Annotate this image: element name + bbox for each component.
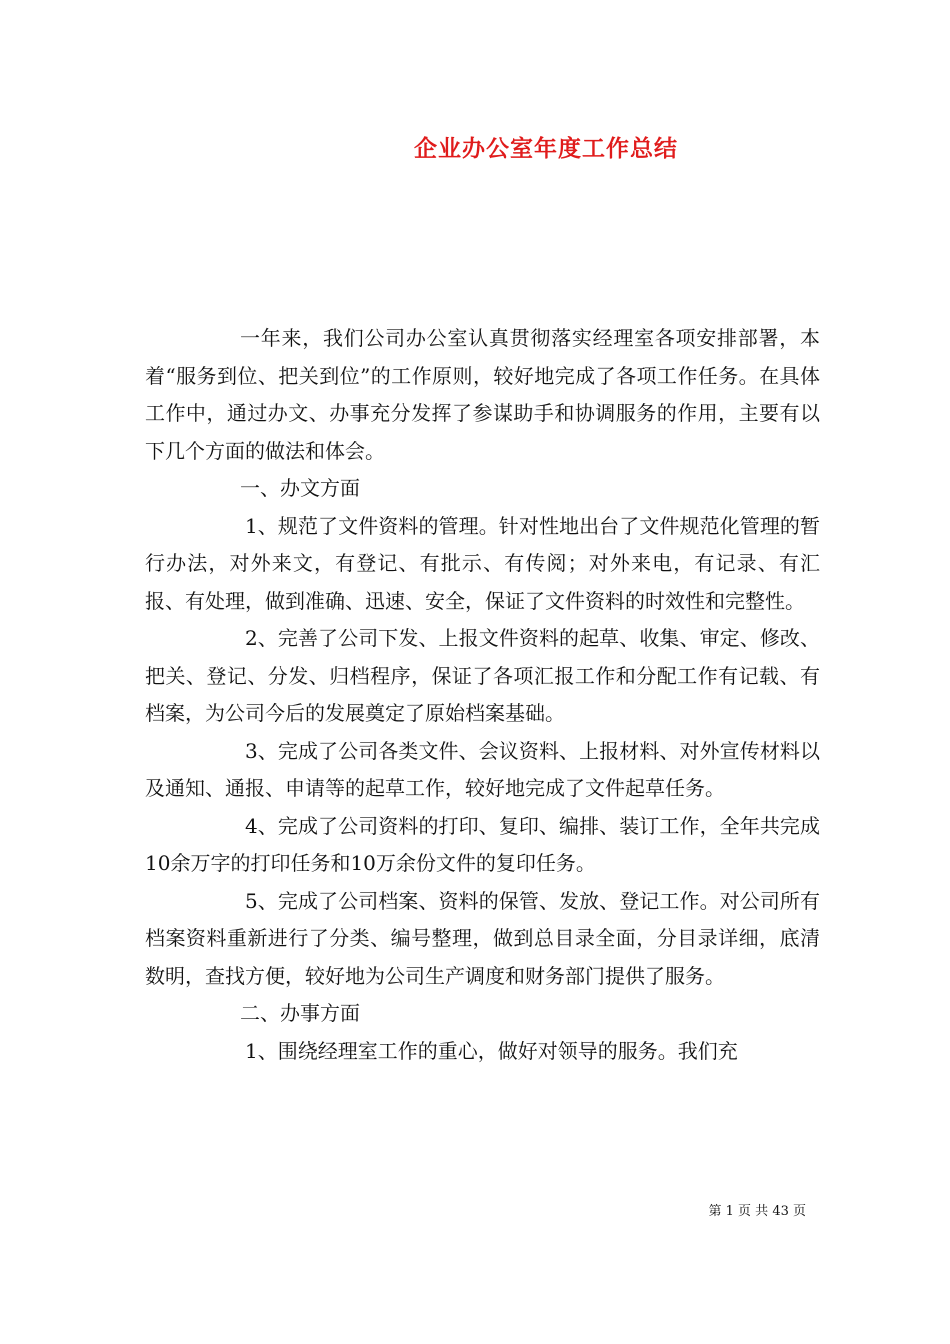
- paragraph-item: 5、完成了公司档案、资料的保管、发放、登记工作。对公司所有档案资料重新进行了分类、编号整理，做到总目录全面，分目录详细，底清数明，查找方便，较好地为公司生产调度和财务部门提供了服务。: [145, 888, 820, 988]
- page-number: 第 1 页 共 43 页: [708, 1204, 806, 1219]
- paragraph-item: 3、完成了公司各类文件、会议资料、上报材料、对外宣传材料以及通知、通报、申请等的起草工作，较好地完成了文件起草任务。: [145, 738, 820, 800]
- section-heading-affairs: 二、办事方面: [240, 1001, 360, 1025]
- paragraph-item: 1、规范了文件资料的管理。针对性地出台了文件规范化管理的暂行办法，对外来文，有登记、有批示、有传阅；对外来电，有记录、有汇报、有处理，做到准确、迅速、安全，保证了文件资料的时效性和完整性。: [145, 513, 820, 613]
- paragraph-item: 2、完善了公司下发、上报文件资料的起草、收集、审定、修改、把关、登记、分发、归档程序，保证了各项汇报工作和分配工作有记载、有档案，为公司今后的发展奠定了原始档案基础。: [145, 626, 820, 725]
- paragraph-item: 4、完成了公司资料的打印、复印、编排、装订工作，全年共完成10余万字的打印任务和10万余份文件的复印任务。: [145, 813, 820, 875]
- paragraph-item: 1、围绕经理室工作的重心，做好对领导的服务。我们充: [245, 1038, 738, 1063]
- paragraph-intro: 一年来，我们公司办公室认真贯彻落实经理室各项安排部署，本着“服务到位、把关到位”的工作原则，较好地完成了各项工作任务。在具体工作中，通过办文、办事充分发挥了参谋助手和协调服务的作用，主要有以下几个方面的做法和体会。: [145, 326, 820, 463]
- section-heading-documents: 一、办文方面: [240, 476, 360, 500]
- page-title: 企业办公室年度工作总结: [414, 135, 678, 162]
- document-body: [145, 320, 820, 1070]
